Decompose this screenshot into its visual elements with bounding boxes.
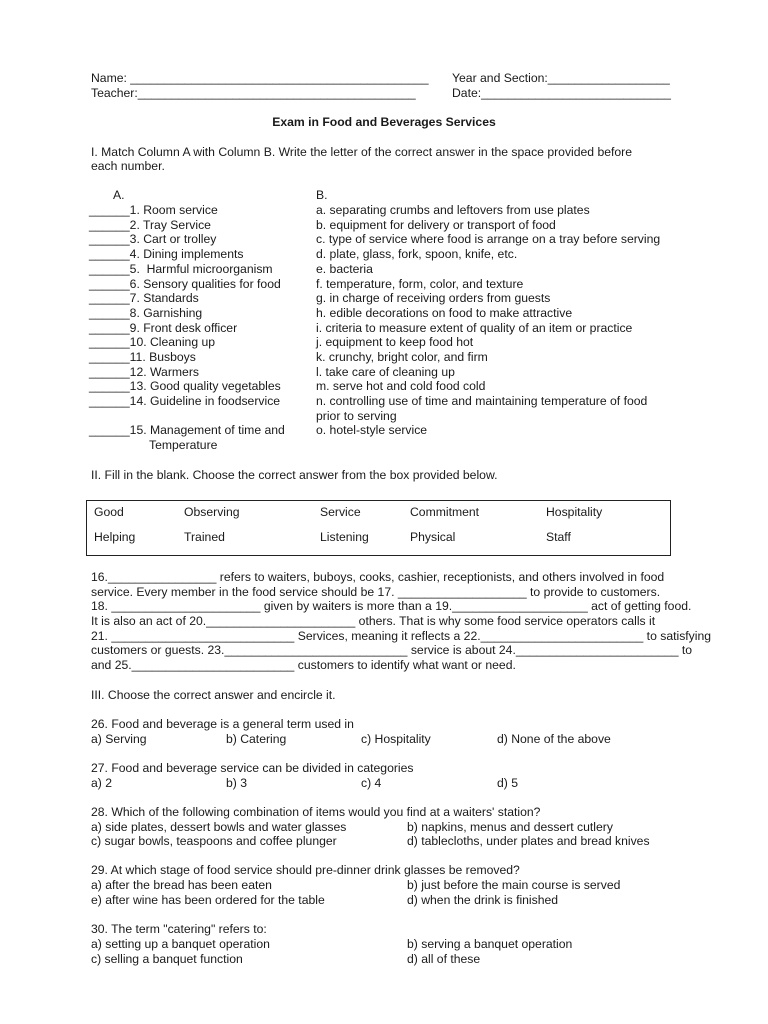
col-a-item[interactable]: ______8. Garnishing (89, 306, 203, 320)
word-choice: Physical (410, 530, 456, 544)
part3-instructions: III. Choose the correct answer and encircle it. (91, 688, 336, 702)
col-a-item[interactable]: ______3. Cart or trolley (89, 232, 217, 246)
choice[interactable]: d) when the drink is finished (407, 893, 559, 907)
col-a-item[interactable]: ______10. Cleaning up (89, 335, 216, 349)
col-b-item-cont: prior to serving (316, 409, 397, 423)
fill-blank-line[interactable]: 21. ___________________________ Services, meaning it reflects a 22.________________________ to satisfying (91, 629, 712, 643)
word-choice: Observing (184, 505, 240, 519)
col-a-item[interactable]: ______14. Guideline in foodservice (89, 394, 281, 408)
choice[interactable]: a) side plates, dessert bowls and water glasses (91, 820, 347, 834)
year-section-field[interactable]: Year and Section:__________________ (452, 71, 670, 85)
col-a-item[interactable]: ______6. Sensory qualities for food (89, 277, 281, 291)
col-a-item[interactable]: ______7. Standards (89, 291, 199, 305)
col-b-item: j. equipment to keep food hot (316, 335, 474, 349)
fill-blank-line[interactable]: It is also an act of 20.______________________ others. That is why some food service operators calls it (91, 614, 656, 628)
choice[interactable]: e) after wine has been ordered for the table (91, 893, 325, 907)
choice[interactable]: a) setting up a banquet operation (91, 937, 270, 951)
col-a-item[interactable]: ______4. Dining implements (89, 247, 244, 261)
col-b-item: o. hotel-style service (316, 423, 428, 437)
fill-blank-line[interactable]: service. Every member in the food service should be 17. ___________________ to provide to customers. (91, 585, 661, 599)
choice[interactable]: d) tablecloths, under plates and bread knives (407, 834, 650, 848)
col-b-item: f. temperature, form, color, and texture (316, 277, 524, 291)
name-field[interactable]: Name: ____________________________________________ (91, 71, 429, 85)
choice[interactable]: a) 2 (91, 776, 113, 790)
choice[interactable]: c) selling a banquet function (91, 952, 243, 966)
column-a-header: A. (113, 188, 125, 202)
col-b-item: l. take care of cleaning up (316, 365, 455, 379)
col-b-item: n. controlling use of time and maintaining temperature of food (316, 394, 648, 408)
column-b-header: B. (316, 188, 328, 202)
word-choice: Good (94, 505, 124, 519)
part1-instructions: I. Match Column A with Column B. Write the letter of the correct answer in the space provided before (91, 145, 633, 159)
exam-title: Exam in Food and Beverages Services (272, 115, 496, 129)
col-b-item: a. separating crumbs and leftovers from use plates (316, 203, 590, 217)
fill-blank-line[interactable]: 18. ______________________ given by waiters is more than a 19.____________________ act of getting food. (91, 599, 692, 613)
col-b-item: k. crunchy, bright color, and firm (316, 350, 488, 364)
choice[interactable]: b) napkins, menus and dessert cutlery (407, 820, 613, 834)
col-a-item[interactable]: ______12. Warmers (89, 365, 199, 379)
question-27: 27. Food and beverage service can be divided in categories (91, 761, 414, 775)
word-choice: Service (320, 505, 361, 519)
fill-blank-line[interactable]: and 25.________________________ customers to identify what want or need. (91, 658, 516, 672)
choice[interactable]: c) 4 (361, 776, 382, 790)
word-choice: Helping (94, 530, 136, 544)
col-a-item[interactable]: ______1. Room service (89, 203, 218, 217)
word-choice: Trained (184, 530, 225, 544)
col-a-item[interactable]: ______2. Tray Service (89, 218, 211, 232)
choice[interactable]: d) None of the above (497, 732, 611, 746)
question-30: 30. The term "catering" refers to: (91, 922, 267, 936)
part1-instructions-cont: each number. (91, 159, 165, 173)
word-choice: Commitment (410, 505, 480, 519)
word-choice: Staff (546, 530, 571, 544)
teacher-field[interactable]: Teacher:_________________________________________ (91, 86, 416, 100)
choice[interactable]: b) serving a banquet operation (407, 937, 573, 951)
fill-blank-line[interactable]: customers or guests. 23.___________________________ service is about 24.________________________ to (91, 643, 693, 657)
col-a-item-cont: Temperature (149, 438, 218, 452)
choice[interactable]: b) just before the main course is served (407, 878, 621, 892)
col-a-item[interactable]: ______15. Management of time and (89, 423, 285, 437)
col-b-item: c. type of service where food is arrange on a tray before serving (316, 232, 661, 246)
col-a-item[interactable]: ______11. Busboys (89, 350, 196, 364)
word-choice: Hospitality (546, 505, 603, 519)
col-b-item: g. in charge of receiving orders from guests (316, 291, 551, 305)
col-a-item[interactable]: ______13. Good quality vegetables (89, 379, 281, 393)
part2-instructions: II. Fill in the blank. Choose the correct answer from the box provided below. (91, 468, 498, 482)
col-a-item[interactable]: ______5. Harmful microorganism (89, 262, 273, 276)
col-b-item: h. edible decorations on food to make attractive (316, 306, 573, 320)
col-a-item[interactable]: ______9. Front desk officer (89, 321, 238, 335)
col-b-item: b. equipment for delivery or transport of food (316, 218, 556, 232)
choice[interactable]: b) Catering (226, 732, 287, 746)
choice[interactable]: d) all of these (407, 952, 481, 966)
date-field[interactable]: Date:____________________________ (452, 86, 671, 100)
fill-blank-line[interactable]: 16.________________ refers to waiters, buboys, cooks, cashier, receptionists, and others involved in food (91, 570, 665, 584)
question-26: 26. Food and beverage is a general term used in (91, 717, 354, 731)
choice[interactable]: b) 3 (226, 776, 248, 790)
choice[interactable]: c) Hospitality (361, 732, 431, 746)
choice[interactable]: a) after the bread has been eaten (91, 878, 272, 892)
col-b-item: m. serve hot and cold food cold (316, 379, 486, 393)
choice[interactable]: d) 5 (497, 776, 519, 790)
col-b-item: i. criteria to measure extent of quality of an item or practice (316, 321, 633, 335)
choice[interactable]: a) Serving (91, 732, 147, 746)
choice[interactable]: c) sugar bowls, teaspoons and coffee plunger (91, 834, 337, 848)
word-choice: Listening (320, 530, 369, 544)
question-29: 29. At which stage of food service should pre-dinner drink glasses be removed? (91, 863, 520, 877)
col-b-item: d. plate, glass, fork, spoon, knife, etc. (316, 247, 518, 261)
question-28: 28. Which of the following combination of items would you find at a waiters' station? (91, 805, 541, 819)
col-b-item: e. bacteria (316, 262, 373, 276)
